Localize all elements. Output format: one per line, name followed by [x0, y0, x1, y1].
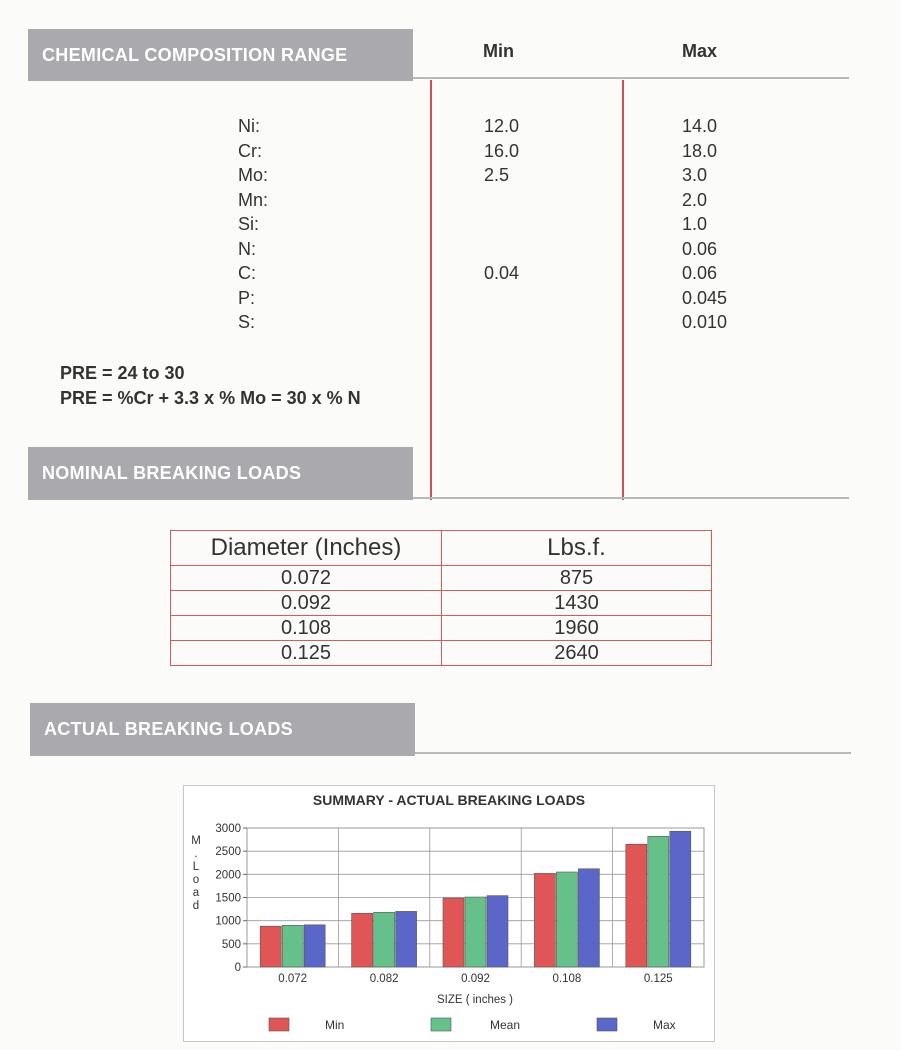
element-label: Mn:	[238, 189, 269, 210]
max-value: 18.0	[682, 140, 718, 161]
min-value: 12.0	[484, 116, 520, 136]
lbs-column-header: Lbs.f.	[442, 531, 712, 566]
bar-mean	[556, 872, 577, 967]
legend-label-max: Max	[653, 1018, 676, 1032]
element-list	[238, 114, 268, 335]
lbs-cell: 1960	[442, 616, 712, 641]
lbs-cell: 875	[442, 566, 712, 591]
min-value	[484, 188, 519, 213]
legend-swatch-mean	[431, 1018, 451, 1031]
max-value: 3.0	[682, 165, 708, 185]
max-value: 0.010	[682, 312, 728, 332]
element-label: P:	[238, 287, 256, 308]
composition-section-title	[28, 29, 413, 81]
composition-header-rule	[413, 77, 849, 79]
diameter-cell: 0.092	[171, 591, 442, 616]
min-column-divider	[430, 80, 432, 500]
max-column-divider	[622, 80, 624, 500]
composition-section-title-text: CHEMICAL COMPOSITION RANGE	[42, 44, 348, 65]
x-tick-label: 0.108	[552, 973, 582, 985]
bar-max	[487, 896, 508, 967]
y-tick-label: 500	[221, 938, 241, 951]
y-axis-title-letter: d	[192, 900, 200, 912]
table-row	[171, 641, 712, 666]
min-value	[484, 237, 519, 262]
y-axis-title-letter: L	[192, 861, 200, 873]
max-column-header: Max	[682, 41, 718, 61]
y-axis-title-letter: o	[192, 874, 200, 886]
legend-label-mean: Mean	[490, 1018, 521, 1032]
diameter-cell: 0.125	[171, 641, 442, 666]
y-tick-label: 0	[234, 962, 241, 974]
min-value	[484, 212, 519, 237]
nominal-header-rule	[413, 497, 849, 499]
min-value	[484, 310, 519, 335]
max-values-list	[682, 114, 727, 335]
max-value: 0.045	[682, 287, 728, 308]
bar-max	[578, 869, 599, 967]
diameter-column-header: Diameter (Inches)	[171, 531, 442, 566]
table-row	[171, 616, 712, 641]
pre-formula-text: PRE = %Cr + 3.3 x % Mo = 30 x % N	[60, 388, 361, 408]
lbs-cell: 1430	[442, 591, 712, 616]
y-tick-label: 2000	[215, 869, 241, 882]
min-value: 16.0	[484, 140, 520, 161]
table-row	[171, 591, 712, 616]
element-label: N:	[238, 238, 256, 259]
legend-swatch-max	[597, 1018, 617, 1031]
min-value: 2.5	[484, 165, 510, 185]
actual-section-title-text: ACTUAL BREAKING LOADS	[44, 719, 293, 739]
y-tick-label: 2500	[215, 846, 241, 859]
bar-min	[626, 844, 647, 967]
actual-section-title	[30, 703, 415, 756]
chart-title: SUMMARY - ACTUAL BREAKING LOADS	[312, 792, 586, 808]
x-tick-label: 0.072	[278, 973, 308, 985]
nominal-section-title	[28, 447, 413, 500]
pre-formula-block	[60, 361, 361, 411]
min-column-header: Min	[483, 41, 514, 61]
bar-min	[443, 898, 464, 967]
element-label: Ni:	[238, 116, 260, 136]
element-label: Si:	[238, 214, 260, 234]
max-value: 1.0	[682, 214, 708, 234]
max-value: 2.0	[682, 189, 708, 210]
lbs-cell: 2640	[442, 641, 712, 666]
max-value: 0.06	[682, 263, 718, 283]
bar-max	[304, 925, 325, 967]
min-values-list	[484, 114, 519, 335]
x-tick-label: 0.092	[461, 973, 490, 985]
diameter-cell: 0.108	[171, 616, 442, 641]
max-value: 14.0	[682, 116, 718, 136]
bar-min	[260, 926, 281, 967]
bar-max	[670, 831, 691, 967]
legend-swatch-min	[269, 1018, 289, 1031]
bar-min	[352, 913, 373, 967]
legend-label-min: Min	[325, 1018, 345, 1032]
x-axis-title: SIZE ( inches )	[436, 994, 514, 1006]
y-tick-label: 1000	[215, 915, 241, 928]
breaking-loads-chart	[184, 786, 714, 1041]
x-tick-label: 0.125	[643, 973, 673, 985]
bar-min	[534, 873, 555, 967]
min-value	[484, 286, 519, 311]
diameter-cell: 0.072	[171, 566, 442, 591]
nominal-loads-table	[170, 530, 712, 666]
table-header-row	[171, 531, 712, 566]
y-axis-title-letter: .	[194, 848, 198, 860]
bar-mean	[648, 836, 669, 967]
max-value: 0.06	[682, 238, 718, 259]
actual-header-rule	[415, 752, 851, 754]
breaking-loads-chart-frame	[183, 785, 715, 1042]
bar-mean	[465, 897, 486, 967]
y-tick-label: 3000	[215, 823, 241, 835]
pre-range-text: PRE = 24 to 30	[60, 363, 185, 383]
bar-mean	[374, 912, 395, 967]
element-label: Mo:	[238, 165, 269, 185]
element-label: C:	[238, 263, 256, 283]
bar-max	[396, 911, 417, 967]
nominal-section-title-text: NOMINAL BREAKING LOADS	[42, 463, 302, 483]
min-value: 0.04	[484, 263, 520, 283]
element-label: S:	[238, 312, 256, 332]
y-tick-label: 1500	[215, 892, 241, 905]
bar-mean	[282, 925, 303, 967]
x-tick-label: 0.082	[369, 973, 399, 985]
element-label: Cr:	[238, 140, 262, 161]
y-axis-title-letter: M	[191, 835, 201, 847]
y-axis-title-letter: a	[192, 887, 200, 899]
table-row	[171, 566, 712, 591]
